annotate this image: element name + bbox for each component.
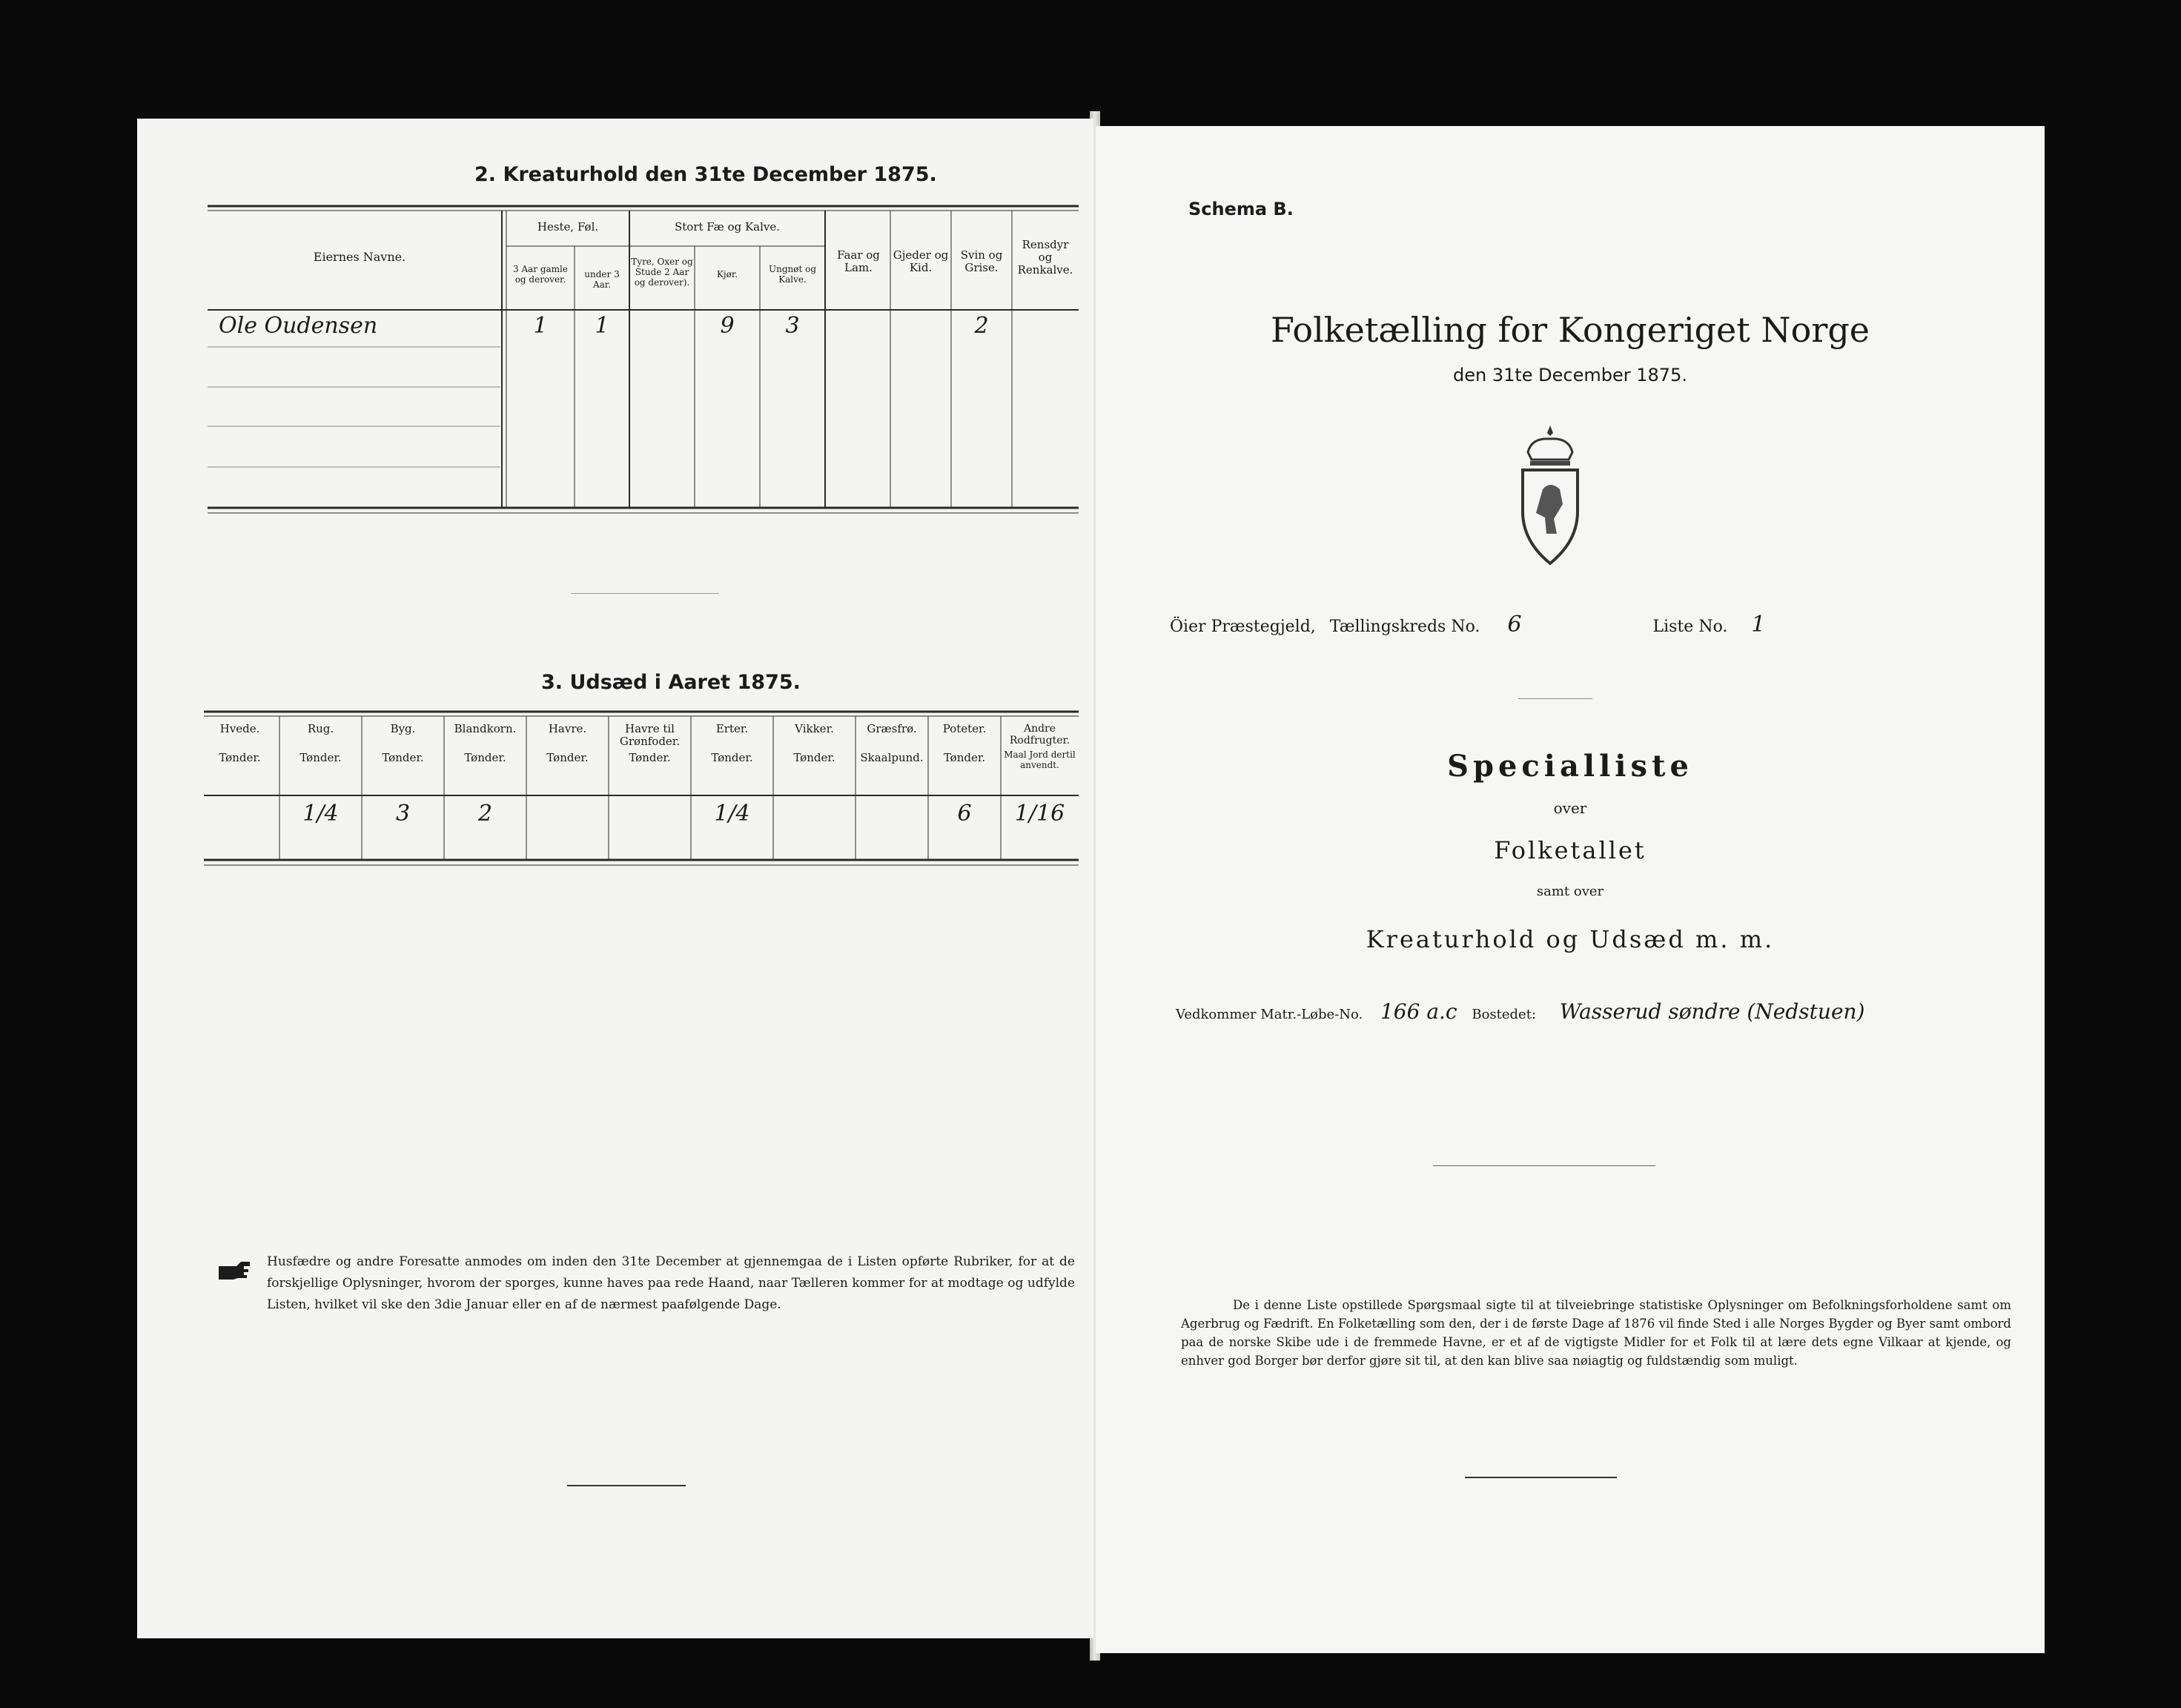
norway-coat-of-arms-icon xyxy=(1502,423,1598,571)
stort-group-header: Stort Fæ og Kalve. xyxy=(674,220,781,234)
over-text: over xyxy=(1553,799,1587,817)
section3-title: 3. Udsæd i Aaret 1875. xyxy=(541,671,801,694)
folketallet-heading: Folketallet xyxy=(1494,836,1646,864)
matrikkel-line xyxy=(1176,999,2028,1024)
left-page xyxy=(137,119,1093,1638)
hvede-value xyxy=(200,801,279,853)
havre-gronfoder-header: Havre til Grønfoder. Tønder. xyxy=(619,722,681,764)
matr-label: Vedkommer Matr.-Løbe-No. xyxy=(1176,1007,1363,1022)
bottom-rule xyxy=(567,1485,686,1486)
heste-old-entry: 1 xyxy=(533,313,548,339)
svin-entry: 2 xyxy=(974,313,989,339)
graesfro-header: Græsfrø. Skaalpund. xyxy=(860,722,924,764)
vikker-header: Vikker. Tønder. xyxy=(793,722,835,764)
poteter-value: 6 xyxy=(957,801,972,827)
blandkorn-value: 2 xyxy=(477,801,493,827)
liste-value: 1 xyxy=(1751,612,1766,638)
krets-label: Tællingskreds No. xyxy=(1329,618,1480,636)
notice-text: Husfædre og andre Foresatte anmodes om inden den 31te December at gjennemgaa de i Listen opførte Rubriker, for at de forskjellige Oplysninger, hvorom der sporges, kunne haves paa rede Haand, naar Tælleren kommer for at modtage og udfylde Listen, hvilket vil ske den 3die Januar eller en af de nærmest paafølgende Dage. xyxy=(267,1254,1075,1312)
krets-value: 6 xyxy=(1507,612,1522,638)
pointing-hand-icon xyxy=(219,1260,248,1280)
svin-header: Svin og Grise. xyxy=(960,248,1003,274)
faar-header: Faar og Lam. xyxy=(837,248,880,274)
kreaturhold-heading: Kreaturhold og Udsæd m. m. xyxy=(1366,925,1775,953)
rodfrugter-value: 1/16 xyxy=(1014,801,1065,827)
owner-name-entry: Ole Oudensen xyxy=(219,313,378,339)
kjor-entry: 9 xyxy=(720,313,735,339)
poteter-header: Poteter. Tønder. xyxy=(942,722,987,764)
sowing-values-row xyxy=(200,801,1079,853)
blandkorn-header: Blandkorn. Tønder. xyxy=(454,722,517,764)
heste-young-header: under 3 Aar. xyxy=(584,269,620,290)
matr-value: 166 a.c xyxy=(1380,999,1457,1024)
owner-header: Eiernes Navne. xyxy=(313,250,406,264)
byg-header: Byg. Tønder. xyxy=(382,722,424,764)
gjeder-header: Gjeder og Kid. xyxy=(893,248,949,274)
samt-over-text: samt over xyxy=(1536,884,1604,899)
schema-label: Schema B. xyxy=(1188,199,1294,219)
location-line xyxy=(1170,612,2022,638)
kjor-header: Kjør. xyxy=(716,269,738,279)
havre-value xyxy=(526,801,609,853)
census-title: Folketælling for Kongeriget Norge xyxy=(1271,310,1870,350)
heste-old-header: 3 Aar gamle og derover. xyxy=(513,264,568,285)
graesfro-value xyxy=(855,801,928,853)
tyre-header: Tyre, Oxer og Stude 2 Aar og derover). xyxy=(631,256,693,288)
census-date: den 31te December 1875. xyxy=(1453,365,1687,385)
heste-group-header: Heste, Føl. xyxy=(537,220,599,234)
bosted-label: Bostedet: xyxy=(1472,1007,1537,1022)
specialliste-heading: Specialliste xyxy=(1447,749,1693,784)
sowing-header-row xyxy=(200,723,1079,793)
hvede-header: Hvede. Tønder. xyxy=(219,722,261,764)
right-page xyxy=(1096,126,2045,1653)
explanation-paragraph: De i denne Liste opstillede Spørgsmaal sigte til at tilveiebringe statistiske Oplysninger om Befolkningsforholdene samt om Agerbrug og Fædrift. En Folketælling som den, der i de første Dage af 1876 vil finde Sted i alle Norges Bygder og Byer samt ombord paa de norske Skibe ude i de fremmede Havne, er et af de vigtigste Midler for et Folk til at lære dets egne Vilkaar at kjende, og enhver god Borger bør derfor gjøre sit til, at den kan blive saa nøiagtig og fuldstændig som muligt. xyxy=(1181,1298,2011,1368)
bottom-rule xyxy=(1465,1477,1617,1478)
rodfrugter-header: Andre Rodfrugter. Maal Jord dertil anvendt. xyxy=(1004,723,1076,770)
byg-value: 3 xyxy=(395,801,411,827)
divider xyxy=(1433,1165,1655,1166)
bosted-value: Wasserud søndre (Nedstuen) xyxy=(1559,999,1865,1024)
section2-title: 2. Kreaturhold den 31te December 1875. xyxy=(474,163,937,186)
divider xyxy=(1518,698,1592,699)
liste-label: Liste No. xyxy=(1652,618,1728,636)
havre-gronfoder-value xyxy=(609,801,691,853)
vikker-value xyxy=(773,801,855,853)
prestegjeld-label: Öier Præstegjeld, xyxy=(1170,618,1316,636)
rensdyr-header: Rensdyr og Renkalve. xyxy=(1017,238,1073,277)
erter-header: Erter. Tønder. xyxy=(711,722,753,764)
ungnot-entry: 3 xyxy=(785,313,800,339)
rug-header: Rug. Tønder. xyxy=(299,722,342,764)
ungnot-header: Ungnøt og Kalve. xyxy=(768,264,817,285)
erter-value: 1/4 xyxy=(714,801,750,827)
heste-young-entry: 1 xyxy=(595,313,609,339)
rug-value: 1/4 xyxy=(302,801,339,827)
havre-header: Havre. Tønder. xyxy=(546,722,589,764)
